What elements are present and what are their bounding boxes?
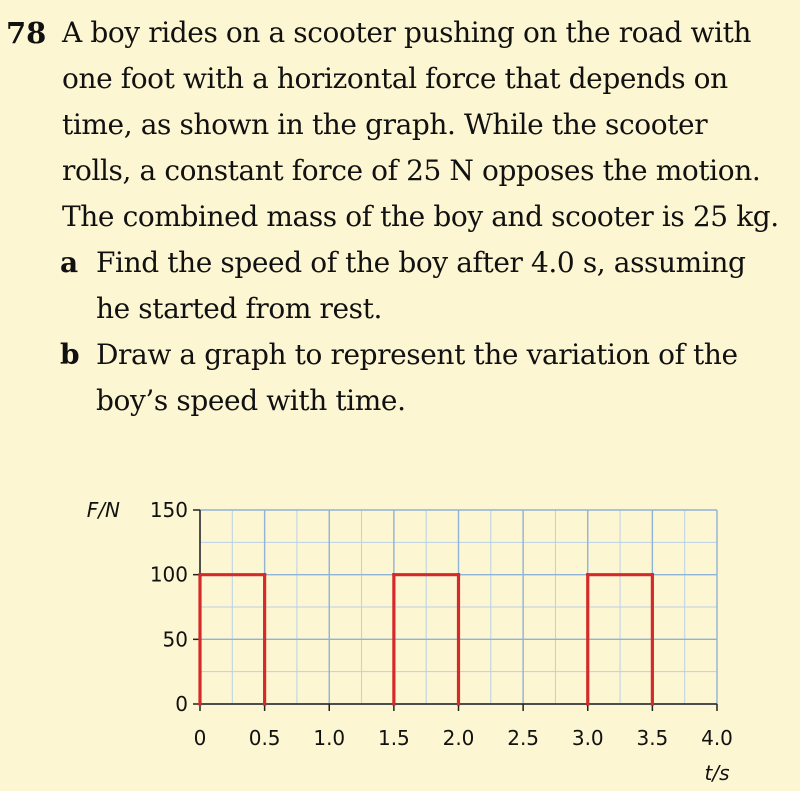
x-tick-label: 1.0 (313, 726, 346, 750)
y-tick-label: 0 (175, 692, 188, 716)
x-tick-label: 2.0 (442, 726, 475, 750)
question-number: 78 (6, 16, 47, 50)
x-tick-label: 3.0 (571, 726, 604, 750)
x-tick-label: 4.0 (701, 726, 733, 750)
force-time-graph (60, 492, 780, 791)
part-a-label: a (60, 246, 78, 279)
part-a-text: Find the speed of the boy after 4.0 s, assuming he started from rest. (96, 246, 746, 325)
part-b-text: Draw a graph to represent the variation of the boy’s speed with time. (96, 338, 738, 417)
x-tick-label: 3.5 (636, 726, 669, 750)
part-b (60, 332, 786, 424)
part-a (60, 240, 786, 332)
x-tick-label: 2.5 (507, 726, 540, 750)
problem (0, 10, 790, 424)
y-tick-label: 150 (149, 498, 188, 522)
x-tick-label: 0.5 (248, 726, 281, 750)
force-time-chart (60, 492, 780, 791)
y-tick-label: 100 (149, 562, 188, 587)
x-tick-label: 0 (193, 726, 207, 750)
question-stem: A boy rides on a scooter pushing on the road with one foot with a horizontal force that depends on time, as shown in the graph. While the scooter rolls, a constant force of 25 N opposes the motion. The combined mass of the boy and scooter is 25 kg. (62, 16, 779, 233)
part-b-label: b (60, 338, 80, 371)
y-tick-label: 50 (162, 627, 188, 652)
x-tick-label: 1.5 (377, 726, 410, 750)
x-axis-label: t/s (704, 761, 730, 785)
y-axis-label: F/N (86, 498, 120, 522)
